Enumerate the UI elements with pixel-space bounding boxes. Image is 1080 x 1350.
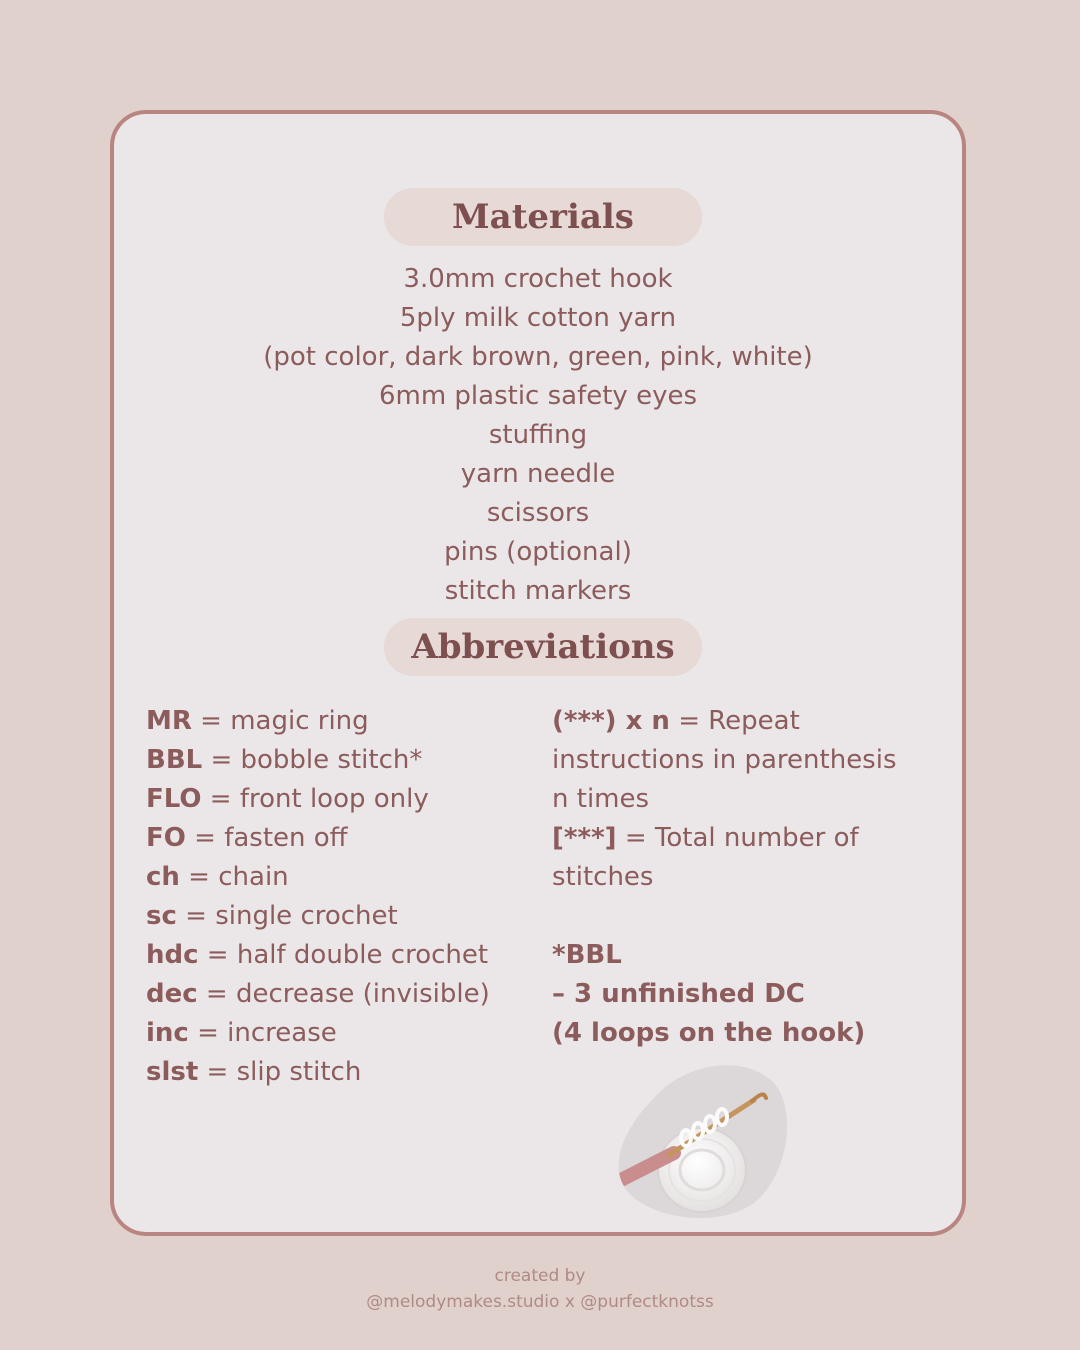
abbreviation-item xyxy=(146,858,526,897)
materials-item: 3.0mm crochet hook xyxy=(403,264,673,294)
abbreviation-term: ch xyxy=(146,862,180,892)
credits-label: created by xyxy=(494,1266,586,1286)
abbreviation-item xyxy=(146,702,526,741)
total-note-line: stitches xyxy=(552,862,654,892)
abbreviation-meaning: = front loop only xyxy=(201,784,429,814)
abbreviation-meaning: = decrease (invisible) xyxy=(197,979,490,1009)
credits-footer xyxy=(0,1263,1080,1315)
abbreviation-item xyxy=(146,741,526,780)
abbreviation-meaning: = fasten off xyxy=(185,823,348,853)
abbreviation-term: BBL xyxy=(146,745,203,775)
abbreviation-item xyxy=(146,897,526,936)
materials-item: (pot color, dark brown, green, pink, white) xyxy=(263,342,813,372)
bbl-note-line: – 3 unfinished DC xyxy=(552,979,805,1009)
abbreviation-term: inc xyxy=(146,1018,189,1048)
materials-item: scissors xyxy=(486,498,590,528)
repeat-note-line: instructions in parenthesis xyxy=(552,745,897,775)
materials-item: pins (optional) xyxy=(444,537,632,567)
abbreviation-meaning: = increase xyxy=(188,1018,337,1048)
abbreviation-item xyxy=(146,819,526,858)
abbreviation-term: sc xyxy=(146,901,177,931)
materials-list xyxy=(114,260,962,611)
abbreviations-heading: Abbreviations xyxy=(384,618,702,676)
materials-item: 5ply milk cotton yarn xyxy=(399,303,677,333)
pattern-card xyxy=(110,110,966,1236)
abbreviation-meaning: = single crochet xyxy=(176,901,398,931)
repeat-notation: (***) x n xyxy=(552,706,670,736)
abbreviation-meaning: = half double crochet xyxy=(198,940,489,970)
abbreviation-term: FLO xyxy=(146,784,202,814)
materials-item: stuffing xyxy=(488,420,588,450)
abbreviation-term: hdc xyxy=(146,940,199,970)
abbreviation-item xyxy=(146,936,526,975)
abbreviation-term: FO xyxy=(146,823,186,853)
materials-item: stitch markers xyxy=(444,576,632,606)
materials-item: 6mm plastic safety eyes xyxy=(378,381,698,411)
total-note-line: [***] = Total number of xyxy=(552,823,859,853)
abbreviation-item xyxy=(146,1053,526,1092)
abbreviations-list xyxy=(146,702,526,1092)
total-notation: [***] xyxy=(552,823,617,853)
abbreviation-item xyxy=(146,1014,526,1053)
abbreviation-term: MR xyxy=(146,706,192,736)
materials-item: yarn needle xyxy=(460,459,616,489)
repeat-note-line: (***) x n = Repeat xyxy=(552,706,800,736)
abbreviation-term: slst xyxy=(146,1057,199,1087)
spacer xyxy=(552,897,932,936)
abbreviation-term: dec xyxy=(146,979,198,1009)
abbreviation-item xyxy=(146,975,526,1014)
bbl-note-line: *BBL xyxy=(552,940,622,970)
notation-notes xyxy=(552,702,932,1053)
materials-heading: Materials xyxy=(384,188,702,246)
credits-handles: @melodymakes.studio x @purfectknotss xyxy=(366,1292,714,1312)
bbl-note-line: (4 loops on the hook) xyxy=(552,1018,866,1048)
abbreviation-meaning: = bobble stitch* xyxy=(202,745,423,775)
abbreviation-meaning: = magic ring xyxy=(191,706,369,736)
repeat-note-line: n times xyxy=(552,784,650,814)
bobble-stitch-photo xyxy=(614,1058,790,1222)
abbreviation-meaning: = chain xyxy=(179,862,289,892)
abbreviation-meaning: = slip stitch xyxy=(198,1057,362,1087)
abbreviation-item xyxy=(146,780,526,819)
